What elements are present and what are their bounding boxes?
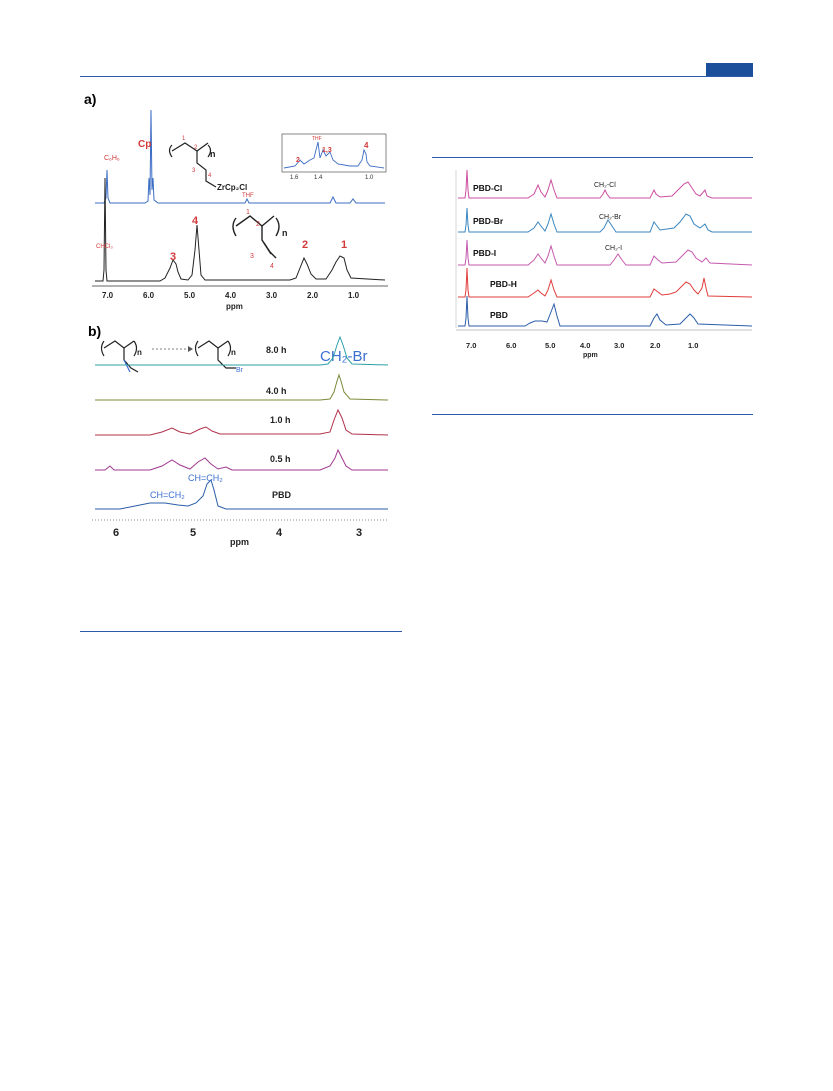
figure-c-tick-7: 7.0 <box>466 341 477 350</box>
figure-c-annot-cl: CH₂-Cl <box>594 182 616 189</box>
figure-c-label-h: PBD-H <box>490 279 517 289</box>
figure-b-tick-6: 6 <box>113 527 120 539</box>
figure-a-chcl3-label: CHCl₃ <box>96 244 113 250</box>
figure-a-thf-label: THF <box>242 193 254 199</box>
figure-c-label-cl: PBD-Cl <box>473 183 503 193</box>
figure-c-trace-i <box>458 240 752 265</box>
figure-b-label-4h: 4.0 h <box>266 386 287 396</box>
figure-a-inset-label-2: 2 <box>296 157 300 164</box>
figure-b-tick-3: 3 <box>356 527 363 539</box>
figure-b-label-1h: 1.0 h <box>270 415 291 425</box>
figure-c-tick-6: 6.0 <box>506 341 517 350</box>
figure-a-tick-3: 3.0 <box>266 291 278 300</box>
figure-a-inset-tick-2: 1.4 <box>314 175 323 181</box>
figure-a-tick-4: 4.0 <box>225 291 237 300</box>
figure-a-c6h6-label: C₆H₆ <box>104 155 120 162</box>
figure-b-scheme-br: Br <box>236 367 243 374</box>
figure-a-tick-1: 1.0 <box>348 291 360 300</box>
figure-a-peak-1: 1 <box>341 239 348 251</box>
figure-a-inset-label-thf: THF <box>312 136 322 142</box>
figure-a-top-num-2: 2 <box>194 145 198 151</box>
figure-c-xlabel: ppm <box>583 352 598 359</box>
figure-a-tick-5: 5.0 <box>184 291 196 300</box>
figure-c-tick-5: 5.0 <box>545 341 556 350</box>
figure-c-tick-4: 4.0 <box>580 341 591 350</box>
figure-c-tick-3: 3.0 <box>614 341 625 350</box>
figure-a-tick-2: 2.0 <box>307 291 319 300</box>
figure-a-tick-7: 7.0 <box>102 291 114 300</box>
figure-b-label: b) <box>88 323 102 339</box>
figure-a-inset-label-13: 1,3 <box>322 147 332 154</box>
figure-a-inset-tick-1: 1.6 <box>290 175 299 181</box>
figure-c-tick-1: 1.0 <box>688 341 699 350</box>
figure-a-cp-label: Cp <box>138 139 152 150</box>
figure-a-bottom-num-3: 3 <box>250 253 254 260</box>
figure-a-bottom-structure-n: n <box>282 228 288 238</box>
figure-b-scheme-n-left: n <box>137 348 142 357</box>
figure-c-tick-2: 2.0 <box>650 341 661 350</box>
figure-a-top-num-4: 4 <box>208 173 212 179</box>
figure-a-top-num-1: 1 <box>182 136 186 142</box>
figure-a-bottom-num-2: 2 <box>256 221 260 228</box>
figure-c-annot-i: CH₂-I <box>605 245 623 252</box>
figure-a-tick-6: 6.0 <box>143 291 155 300</box>
figure-b-title-peak: CH₂-Br <box>320 348 368 365</box>
figure-b-scheme-n-right: n <box>231 348 236 357</box>
figure-b-xlabel: ppm <box>230 537 249 547</box>
figure-a-peak-2: 2 <box>302 239 309 251</box>
figure-c-label-i: PBD-I <box>473 248 497 258</box>
figure-a-top-structure-n: n <box>210 149 216 159</box>
figure-a-label: a) <box>84 91 97 107</box>
figure-b-label-05h: 0.5 h <box>270 454 291 464</box>
figure-c-label-pbd: PBD <box>490 310 508 320</box>
figure-a-inset-label-4: 4 <box>364 141 369 150</box>
figure-a-bottom-num-1: 1 <box>246 209 250 216</box>
figure-a-top-num-3: 3 <box>192 168 196 174</box>
figure-a-inset-tick-3: 1.0 <box>365 175 374 181</box>
figure-b-label-8h: 8.0 h <box>266 345 287 355</box>
figure-a-peak-3: 3 <box>170 251 177 263</box>
figure-c-annot-br: CH₂-Br <box>599 214 622 221</box>
figure-a-xlabel: ppm <box>226 302 243 311</box>
figure-b-tick-4: 4 <box>276 527 283 539</box>
figure-a-top-structure-label: ZrCp₂Cl <box>217 183 248 192</box>
figure-b-annot-vinyl: CH=CH₂ <box>150 490 185 500</box>
figure-c-label-br: PBD-Br <box>473 216 504 226</box>
figure-b-label-pbd: PBD <box>272 490 292 500</box>
figure-b-tick-5: 5 <box>190 527 197 539</box>
figure-a-bottom-num-4: 4 <box>270 263 274 270</box>
figure-b-annot-vinyl2: CH=CH₂ <box>188 473 223 483</box>
figure-a-peak-4: 4 <box>192 215 199 227</box>
